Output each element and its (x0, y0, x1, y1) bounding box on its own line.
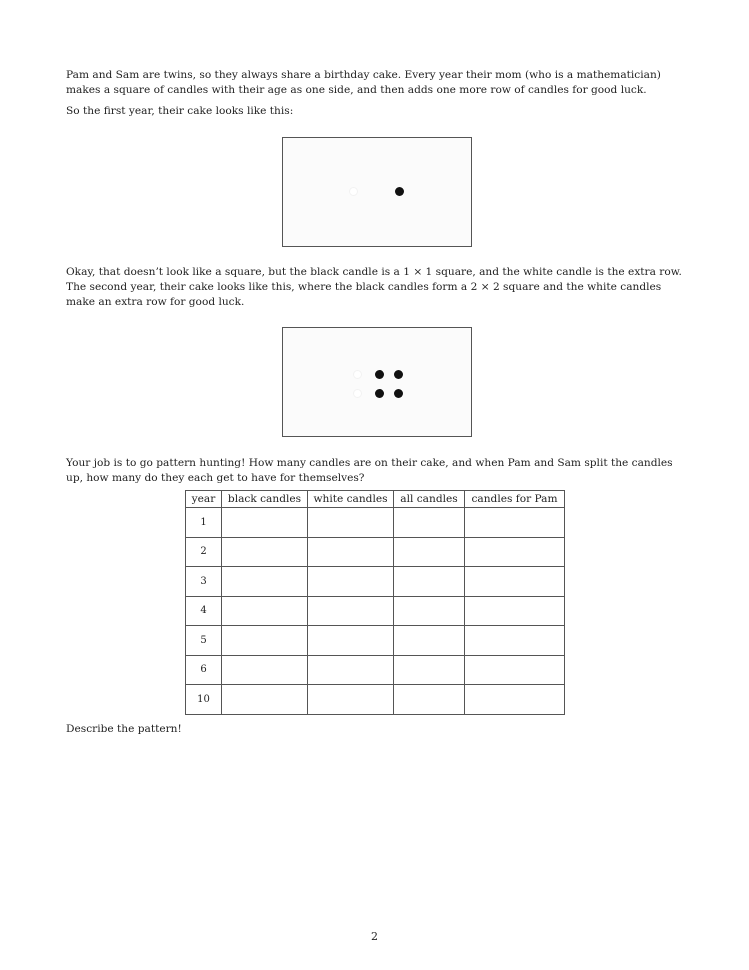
white-candle (349, 187, 358, 196)
candles-for-pam-cell[interactable] (465, 508, 565, 538)
header-candles-for-pam: candles for Pam (465, 491, 565, 508)
white-candle (353, 389, 362, 398)
candles-for-pam-cell[interactable] (465, 655, 565, 685)
black-candles-cell[interactable] (222, 567, 308, 597)
explanation-paragraph: Okay, that doesn’t look like a square, but the black candle is a 1 × 1 square, and the white candle is the extra row. The second year, their cake looks like this, where the black candles form a 2 × 2 square and the white candles make an extra row for good luck. (66, 266, 682, 308)
candles-for-pam-cell[interactable] (465, 567, 565, 597)
table-row (186, 567, 565, 597)
white-candles-cell[interactable] (308, 685, 394, 715)
cake-year-2 (282, 327, 472, 437)
cake-year-1 (282, 137, 472, 247)
year-cell: 5 (186, 626, 222, 656)
job-paragraph: Your job is to go pattern hunting! How many candles are on their cake, and when Pam and Sam split the candles up, how many do they each get to have for themselves? (66, 457, 673, 484)
header-all-candles: all candles (394, 491, 465, 508)
black-candle (394, 389, 403, 398)
table-row (186, 685, 565, 715)
candles-for-pam-cell[interactable] (465, 537, 565, 567)
year-cell: 2 (186, 537, 222, 567)
table-row (186, 655, 565, 685)
describe-prompt: Describe the pattern! (66, 723, 182, 735)
year-cell: 10 (186, 685, 222, 715)
white-candles-cell[interactable] (308, 655, 394, 685)
white-candles-cell[interactable] (308, 626, 394, 656)
all-candles-cell[interactable] (394, 626, 465, 656)
first-year-sentence: So the first year, their cake looks like this: (66, 105, 294, 117)
black-candle (394, 370, 403, 379)
white-candles-cell[interactable] (308, 567, 394, 597)
black-candle (395, 187, 404, 196)
white-candles-cell[interactable] (308, 537, 394, 567)
header-year: year (186, 491, 222, 508)
year-cell: 1 (186, 508, 222, 538)
intro-paragraph: Pam and Sam are twins, so they always share a birthday cake. Every year their mom (who is a mathematician) makes a square of candles with their age as one side, and then adds one more row of candles for good luck. (66, 69, 661, 96)
black-candle (375, 389, 384, 398)
all-candles-cell[interactable] (394, 655, 465, 685)
candles-for-pam-cell[interactable] (465, 685, 565, 715)
black-candles-cell[interactable] (222, 508, 308, 538)
table-row (186, 626, 565, 656)
black-candles-cell[interactable] (222, 685, 308, 715)
black-candles-cell[interactable] (222, 655, 308, 685)
black-candles-cell[interactable] (222, 537, 308, 567)
white-candles-cell[interactable] (308, 596, 394, 626)
year-cell: 6 (186, 655, 222, 685)
year-cell: 3 (186, 567, 222, 597)
black-candle (375, 370, 384, 379)
candle-table (185, 490, 565, 715)
white-candle (353, 370, 362, 379)
all-candles-cell[interactable] (394, 685, 465, 715)
all-candles-cell[interactable] (394, 537, 465, 567)
table-row (186, 596, 565, 626)
black-candles-cell[interactable] (222, 626, 308, 656)
year-cell: 4 (186, 596, 222, 626)
candles-for-pam-cell[interactable] (465, 626, 565, 656)
all-candles-cell[interactable] (394, 508, 465, 538)
all-candles-cell[interactable] (394, 596, 465, 626)
white-candles-cell[interactable] (308, 508, 394, 538)
black-candles-cell[interactable] (222, 596, 308, 626)
all-candles-cell[interactable] (394, 567, 465, 597)
table-row (186, 508, 565, 538)
header-white-candles: white candles (308, 491, 394, 508)
page-number: 2 (371, 930, 378, 943)
candles-for-pam-cell[interactable] (465, 596, 565, 626)
header-black-candles: black candles (222, 491, 308, 508)
table-row (186, 537, 565, 567)
table-header-row (186, 491, 565, 508)
